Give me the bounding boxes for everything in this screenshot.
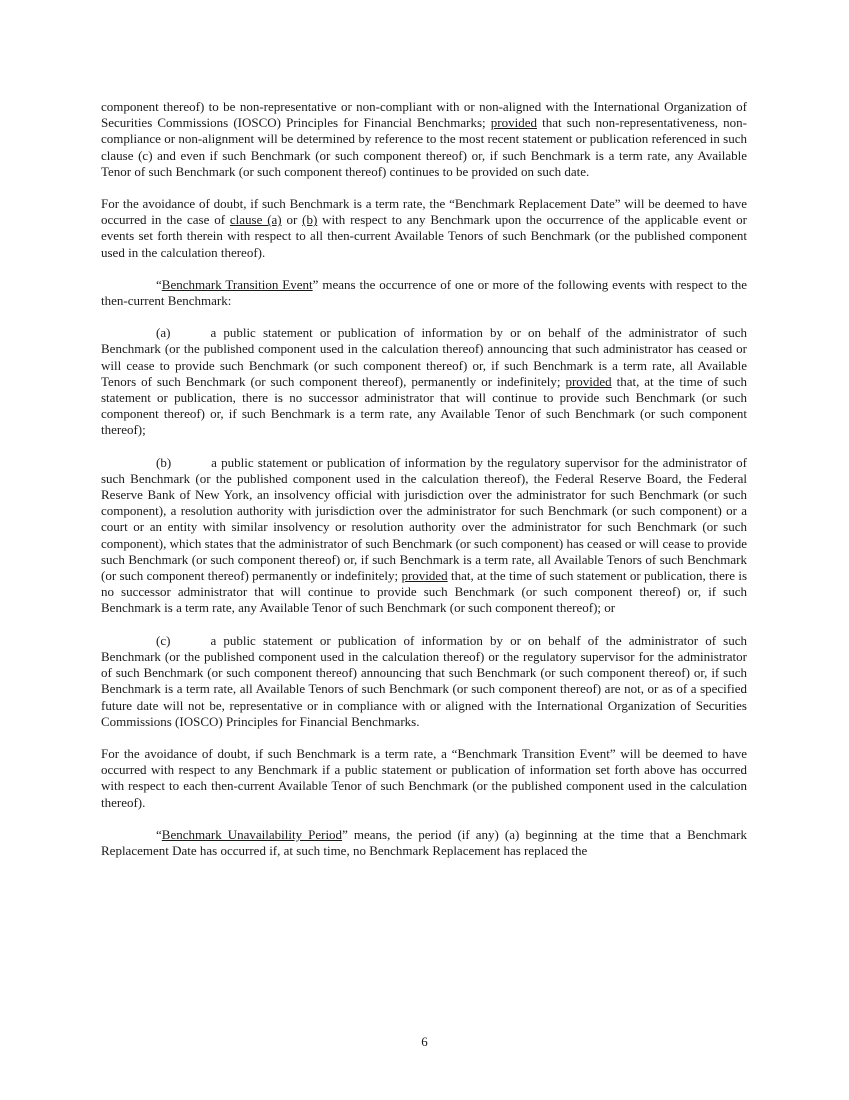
open-quote: “: [156, 826, 162, 842]
provided-term: provided: [490, 115, 537, 131]
clause-b-reference: (b): [302, 212, 318, 228]
clause-b: [101, 455, 747, 617]
clause-label: (b): [156, 454, 172, 470]
text: For the avoidance of doubt, if such Benchmark is a term rate, the “Benchmark Replacement Date” will be deemed to have occurred in the case of: [101, 196, 747, 228]
paragraph-continuation: [101, 99, 747, 180]
clause-a-reference: clause (a): [229, 212, 282, 228]
defined-term: Benchmark Unavailability Period: [161, 826, 343, 842]
clause-label: (a): [156, 325, 171, 341]
text: with respect to any Benchmark upon the occurrence of the applicable event or events set forth therein with respect to all then-current Available Tenors of such Benchmark (or the published component used in the calculation thereof).: [101, 212, 747, 260]
definition-benchmark-unavailability-period: [101, 827, 747, 859]
text: or: [281, 212, 303, 228]
text: that, at the time of such statement or publication, there is no successor administrator that will continue to provide such Benchmark (or such component thereof) or, if such Benchmark is a term rate, any Available Tenor of such Benchmark (or such component thereof); or: [101, 568, 747, 616]
text: component thereof) to be non-representative or non-compliant with or non-aligned with the International Organization of Securities Commissions (IOSCO) Principles for Financial Benchmarks;: [101, 99, 747, 131]
clause-label: (c): [156, 632, 171, 648]
paragraph-transition-event-note: [101, 746, 747, 811]
defined-term: Benchmark Transition Event: [161, 276, 313, 292]
text: ” means, the period (if any) (a) beginning at the time that a Benchmark Replacement Date has occurred if, at such time, no Benchmark Replacement has replaced the: [101, 826, 748, 858]
clause-c: [101, 633, 747, 730]
paragraph-replacement-date-note: [101, 196, 747, 261]
provided-term: provided: [401, 568, 448, 584]
clause-a: [101, 325, 747, 438]
text: that such non-representativeness, non-compliance or non-alignment will be determined by reference to the most recent statement or publication referenced in such clause (c) and even if such Benchmark (or such component thereof) or, if such Benchmark is a term rate, any Available Tenor of such Benchmark (or such component thereof) continues to be provided on such date.: [101, 115, 748, 179]
text: a public statement or publication of information by or on behalf of the administrator of such Benchmark (or the published component used in the calculation thereof) or the regulatory supervisor for the administrator of such Benchmark (or such component thereof) announcing that such Benchmark (or such component thereof) or, if such Benchmark is a term rate, all Available Tenors of such Benchmark (or such component thereof) are not, or as of a specified future date will not be, representative or in compliance with or aligned with the International Organization of Securities Commissions (IOSCO) Principles for Financial Benchmarks.: [101, 632, 747, 729]
text: that, at the time of such statement or publication, there is no successor administrator that will continue to provide such Benchmark (or such component thereof) or, if such Benchmark is a term rate, any Available Tenor of such Benchmark (or such component thereof);: [101, 373, 747, 438]
text: For the avoidance of doubt, if such Benchmark is a term rate, a “Benchmark Transition Event” will be deemed to have occurred with respect to any Benchmark if a public statement or publication of information set forth above has occurred with respect to each then-current Available Tenor of such Benchmark (or the published component used in the calculation thereof).: [101, 745, 747, 810]
provided-term: provided: [565, 373, 612, 389]
open-quote: “: [156, 276, 162, 292]
page-number: 6: [421, 1034, 428, 1049]
text: a public statement or publication of information by the regulatory supervisor for the administrator of such Benchmark (or the published component used in the calculation thereof), the Federal Reserve Board, the Federal Reserve Bank of New York, an insolvency official with jurisdiction over the administrator for such Benchmark (or such component), a resolution authority with jurisdiction over the administrator for such Benchmark (or such component) or a court or an entity with similar insolvency or resolution authority over the administrator for such Benchmark (or such component), which states that the administrator of such Benchmark (or such component) has ceased or will cease to provide such Benchmark (or such component thereof) or, if such Benchmark is a term rate, all Available Tenors of such Benchmark (or such component thereof) permanently or indefinitely;: [101, 454, 747, 584]
text: a public statement or publication of information by or on behalf of the administrator of such Benchmark (or the published component used in the calculation thereof) announcing that such administrator has ceased or will cease to provide such Benchmark (or such component thereof) or, if such Benchmark is a term rate, all Available Tenors of such Benchmark (or such component thereof), permanently or indefinitely;: [101, 325, 747, 389]
text: ” means the occurrence of one or more of the following events with respect to the then-current Benchmark:: [101, 276, 747, 309]
definition-benchmark-transition-event: [101, 277, 747, 309]
document-page: [101, 99, 747, 875]
